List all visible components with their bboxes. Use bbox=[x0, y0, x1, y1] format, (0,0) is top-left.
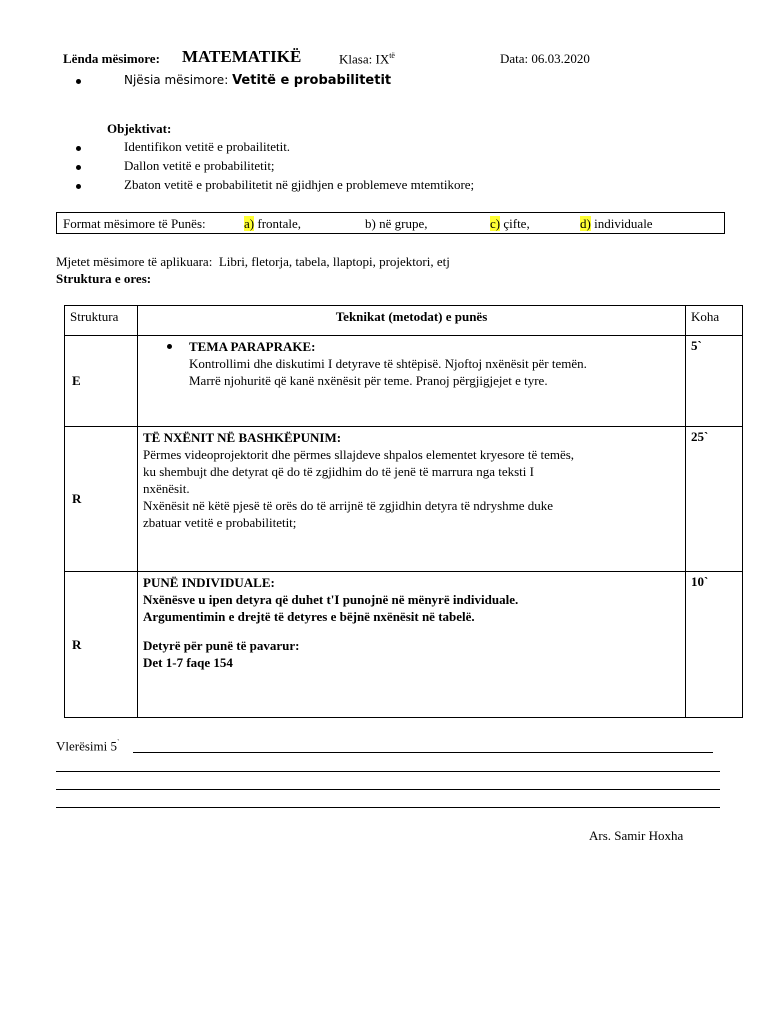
date-field: Data: 06.03.2020 bbox=[500, 51, 590, 66]
work-form-option: b) në grupe, bbox=[365, 216, 428, 231]
evaluation-line bbox=[56, 771, 720, 772]
table-row bbox=[65, 336, 743, 427]
time-cell: 5` bbox=[686, 336, 743, 427]
subject-label: Lënda mësimore: bbox=[63, 51, 160, 66]
row-text-line: Nxënësit në këtë pjesë të orës do të arrijnë të zgjidhin detyra të ndryshme duke bbox=[143, 498, 554, 513]
phase-cell: E bbox=[65, 336, 138, 427]
row-text-line: ku shembujt dhe detyrat që do të zgjidhim do të jenë të marrura nga teksti I bbox=[143, 464, 534, 479]
row-heading: TË NXËNIT NË BASHKËPUNIM: bbox=[143, 430, 342, 445]
bullet-icon bbox=[76, 165, 81, 170]
work-forms-label: Format mësimore të Punës: bbox=[63, 216, 206, 231]
bullet-icon bbox=[76, 184, 81, 189]
lesson-structure-table bbox=[64, 305, 743, 718]
unit-label: Njësia mësimore bbox=[124, 73, 225, 87]
tools-label: Mjetet mësimore të aplikuara: bbox=[56, 254, 213, 269]
row-text-line: Përmes videoprojektorit dhe përmes sllajdeve shpalos elementet kryesore të temës, bbox=[143, 447, 575, 462]
bullet-icon bbox=[167, 344, 172, 349]
row-text-line: nxënësit. bbox=[143, 481, 190, 496]
techniques-cell bbox=[138, 427, 686, 572]
homework-text: Det 1-7 faqe 154 bbox=[143, 655, 233, 670]
class-field: Klasa: $IX^{të}$ bbox=[339, 51, 395, 67]
techniques-cell bbox=[138, 572, 686, 718]
work-form-option: c) çifte, bbox=[490, 216, 530, 231]
bullet-icon bbox=[76, 146, 81, 151]
column-header-time: Koha bbox=[686, 306, 743, 336]
table-row bbox=[65, 572, 743, 718]
evaluation-line bbox=[133, 752, 713, 753]
objective-item: Identifikon vetitë e probailitetit. bbox=[124, 139, 291, 154]
work-form-option: a) frontale, bbox=[244, 216, 302, 231]
table-header-row bbox=[65, 306, 743, 336]
unit-line: Njësia mësimore: Vetitë e probabilitetit bbox=[124, 73, 392, 88]
spacer bbox=[143, 625, 680, 637]
row-text-line: Marrë njohuritë që kanë nxënësit për teme. Pranoj përgjigjejet e tyre. bbox=[189, 373, 548, 388]
objective-item: Zbaton vetitë e probabilitetit në gjidhjen e problemeve mtemtikore; bbox=[124, 177, 475, 192]
time-cell: 25` bbox=[686, 427, 743, 572]
column-header-techniques: Teknikat (metodat) e punës bbox=[138, 306, 686, 336]
evaluation-line bbox=[56, 807, 720, 808]
table-row bbox=[65, 427, 743, 572]
row-text-line: Kontrollimi dhe diskutimi I detyrave të shtëpisë. Njoftoj nxënësit për temën. bbox=[189, 356, 587, 371]
subject-value: MATEMATIKË bbox=[182, 47, 302, 66]
row-heading: PUNË INDIVIDUALE: bbox=[143, 575, 275, 590]
objective-item: Dallon vetitë e probabilitetit; bbox=[124, 158, 275, 173]
work-form-option: d) individuale bbox=[580, 216, 653, 231]
work-forms-box bbox=[56, 212, 725, 234]
row-heading: TEMA PARAPRAKE: bbox=[162, 338, 680, 355]
row-text-line: Argumentimin e drejtë të detyres e bëjnë nxënësit në tabelë. bbox=[143, 609, 475, 624]
row-text-line: Nxënësve u ipen detyra që duhet t'I punojnë në mënyrë individuale. bbox=[143, 592, 519, 607]
bullet-icon bbox=[76, 79, 81, 84]
signature: Ars. Samir Hoxha bbox=[589, 828, 684, 843]
evaluation-label: Vlerësimi 5` bbox=[56, 738, 120, 754]
phase-cell: R bbox=[65, 572, 138, 718]
row-text-line: zbatuar vetitë e probabilitetit; bbox=[143, 515, 297, 530]
evaluation-line bbox=[56, 789, 720, 790]
time-cell: 10` bbox=[686, 572, 743, 718]
objectives-title: Objektivat: bbox=[107, 121, 172, 136]
tools-line bbox=[56, 254, 450, 270]
techniques-cell bbox=[138, 336, 686, 427]
unit-value: Vetitë e probabilitetit bbox=[232, 73, 392, 88]
tools-value: Libri, fletorja, tabela, llaptopi, projektori, etj bbox=[218, 254, 450, 269]
structure-title: Struktura e ores: bbox=[56, 271, 152, 286]
phase-cell: R bbox=[65, 427, 138, 572]
document-header bbox=[63, 48, 723, 68]
homework-title: Detyrë për punë të pavarur: bbox=[143, 638, 300, 653]
column-header-structure: Struktura bbox=[65, 306, 138, 336]
